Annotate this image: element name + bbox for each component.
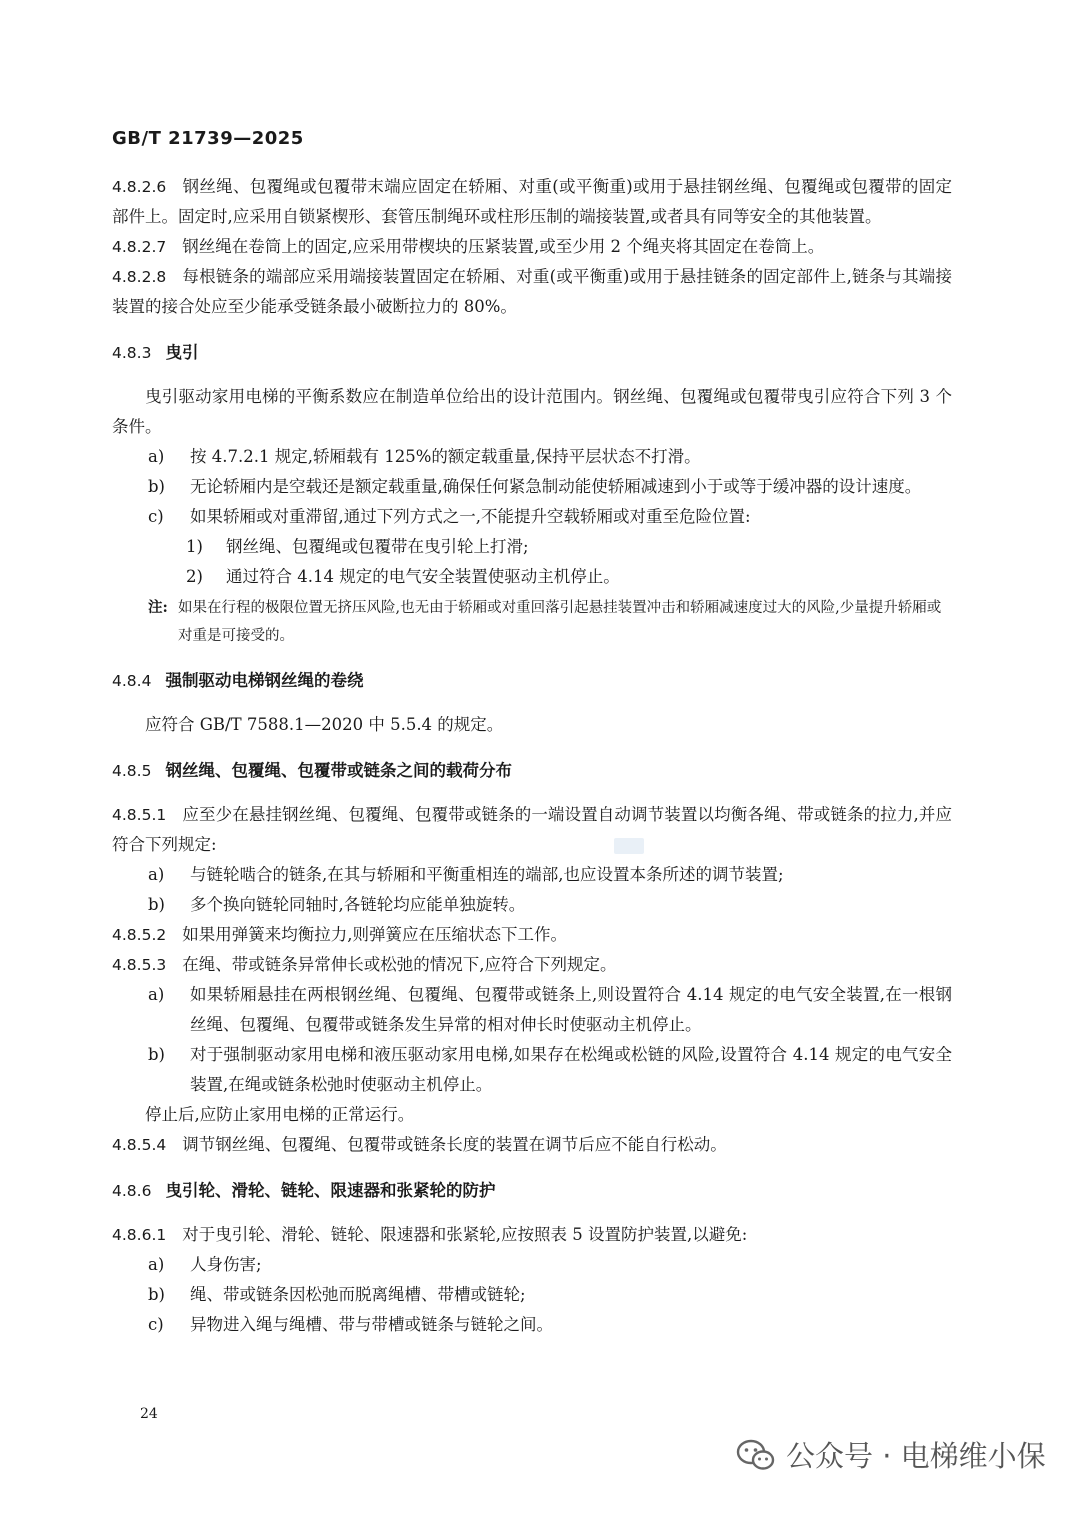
list-item: a) 人身伤害; (148, 1255, 262, 1274)
list-item: a) 与链轮啮合的链条,在其与轿厢和平衡重相连的端部,也应设置本条所述的调节装置; (148, 865, 784, 884)
heading-4-8-4: 4.8.4 强制驱动电梯钢丝绳的卷绕 (112, 671, 364, 690)
sub-list-item: 2) 通过符合 4.14 规定的电气安全装置使驱动主机停止。 (186, 567, 620, 586)
page-number: 24 (140, 1406, 158, 1422)
clause-4-8-5-4: 4.8.5.4 调节钢丝绳、包覆绳、包覆带或链条长度的装置在调节后应不能自行松动。 (112, 1135, 727, 1154)
list-item: b) 绳、带或链条因松弛而脱离绳槽、带槽或链轮; (148, 1285, 526, 1304)
list-item: a) 按 4.7.2.1 规定,轿厢载有 125%的额定载重量,保持平层状态不打滑。 (148, 447, 701, 466)
heading-4-8-3: 4.8.3 曳引 (112, 343, 199, 362)
document-body (112, 172, 952, 1340)
list-item: b) 对于强制驱动家用电梯和液压驱动家用电梯,如果存在松绳或松链的风险,设置符合 4.14 规定的电气安全装置,在绳或链条松弛时使驱动主机停止。 (148, 1045, 952, 1094)
wechat-icon (736, 1438, 776, 1472)
clause-4-8-3-intro: 曳引驱动家用电梯的平衡系数应在制造单位给出的设计范围内。钢丝绳、包覆绳或包覆带曳引应符合下列 3 个条件。 (112, 387, 952, 436)
sub-list-item: 1) 钢丝绳、包覆绳或包覆带在曳引轮上打滑; (186, 537, 529, 556)
clause-4-8-5-3-after: 停止后,应防止家用电梯的正常运行。 (145, 1105, 415, 1124)
list-item: b) 无论轿厢内是空载还是额定载重量,确保任何紧急制动能使轿厢减速到小于或等于缓冲器的设计速度。 (148, 477, 922, 496)
list-item: b) 多个换向链轮同轴时,各链轮均应能单独旋转。 (148, 895, 526, 914)
clause-4-8-4-text: 应符合 GB/T 7588.1—2020 中 5.5.4 的规定。 (145, 715, 504, 734)
heading-4-8-6: 4.8.6 曳引轮、滑轮、链轮、限速器和张紧轮的防护 (112, 1181, 496, 1200)
clause-4-8-6-1: 4.8.6.1 对于曳引轮、滑轮、链轮、限速器和张紧轮,应按照表 5 设置防护装置,以避免: (112, 1225, 748, 1244)
watermark (736, 1434, 1046, 1475)
clause-4-8-2-7: 4.8.2.7 钢丝绳在卷筒上的固定,应采用带楔块的压紧装置,或至少用 2 个绳夹将其固定在卷筒上。 (112, 237, 825, 256)
faint-logo-mark (614, 838, 644, 854)
list-item: a) 如果轿厢悬挂在两根钢丝绳、包覆绳、包覆带或链条上,则设置符合 4.14 规定的电气安全装置,在一根钢丝绳、包覆绳、包覆带或链条发生异常的相对伸长时使驱动主机停止。 (148, 985, 952, 1034)
standard-code: GB/T 21739—2025 (112, 128, 304, 149)
clause-4-8-5-2: 4.8.5.2 如果用弹簧来均衡拉力,则弹簧应在压缩状态下工作。 (112, 925, 567, 944)
clause-4-8-5-3: 4.8.5.3 在绳、带或链条异常伸长或松弛的情况下,应符合下列规定。 (112, 955, 617, 974)
clause-4-8-2-8: 4.8.2.8 每根链条的端部应采用端接装置固定在轿厢、对重(或平衡重)或用于悬挂链条的固定部件上,链条与其端接装置的接合处应至少能承受链条最小破断拉力的 80%。 (112, 267, 952, 316)
note: 注: 如果在行程的极限位置无挤压风险,也无由于轿厢或对重回落引起悬挂装置冲击和轿厢减速度过大的风险,少量提升轿厢或对重是可接受的。 (148, 599, 942, 644)
list-item: c) 如果轿厢或对重滞留,通过下列方式之一,不能提升空载轿厢或对重至危险位置: (148, 507, 751, 526)
watermark-text: 公众号 · 电梯维小保 (786, 1439, 1046, 1473)
heading-4-8-5: 4.8.5 钢丝绳、包覆绳、包覆带或链条之间的载荷分布 (112, 761, 512, 780)
clause-4-8-5-1: 4.8.5.1 应至少在悬挂钢丝绳、包覆绳、包覆带或链条的一端设置自动调节装置以均衡各绳、带或链条的拉力,并应符合下列规定: (112, 805, 952, 854)
clause-4-8-2-6: 4.8.2.6 钢丝绳、包覆绳或包覆带末端应固定在轿厢、对重(或平衡重)或用于悬挂钢丝绳、包覆绳或包覆带的固定部件上。固定时,应采用自锁紧楔形、套管压制绳环或柱形压制的端接装置,或者具有同等安全的其他装置。 (112, 177, 952, 226)
list-item: c) 异物进入绳与绳槽、带与带槽或链条与链轮之间。 (148, 1315, 553, 1334)
